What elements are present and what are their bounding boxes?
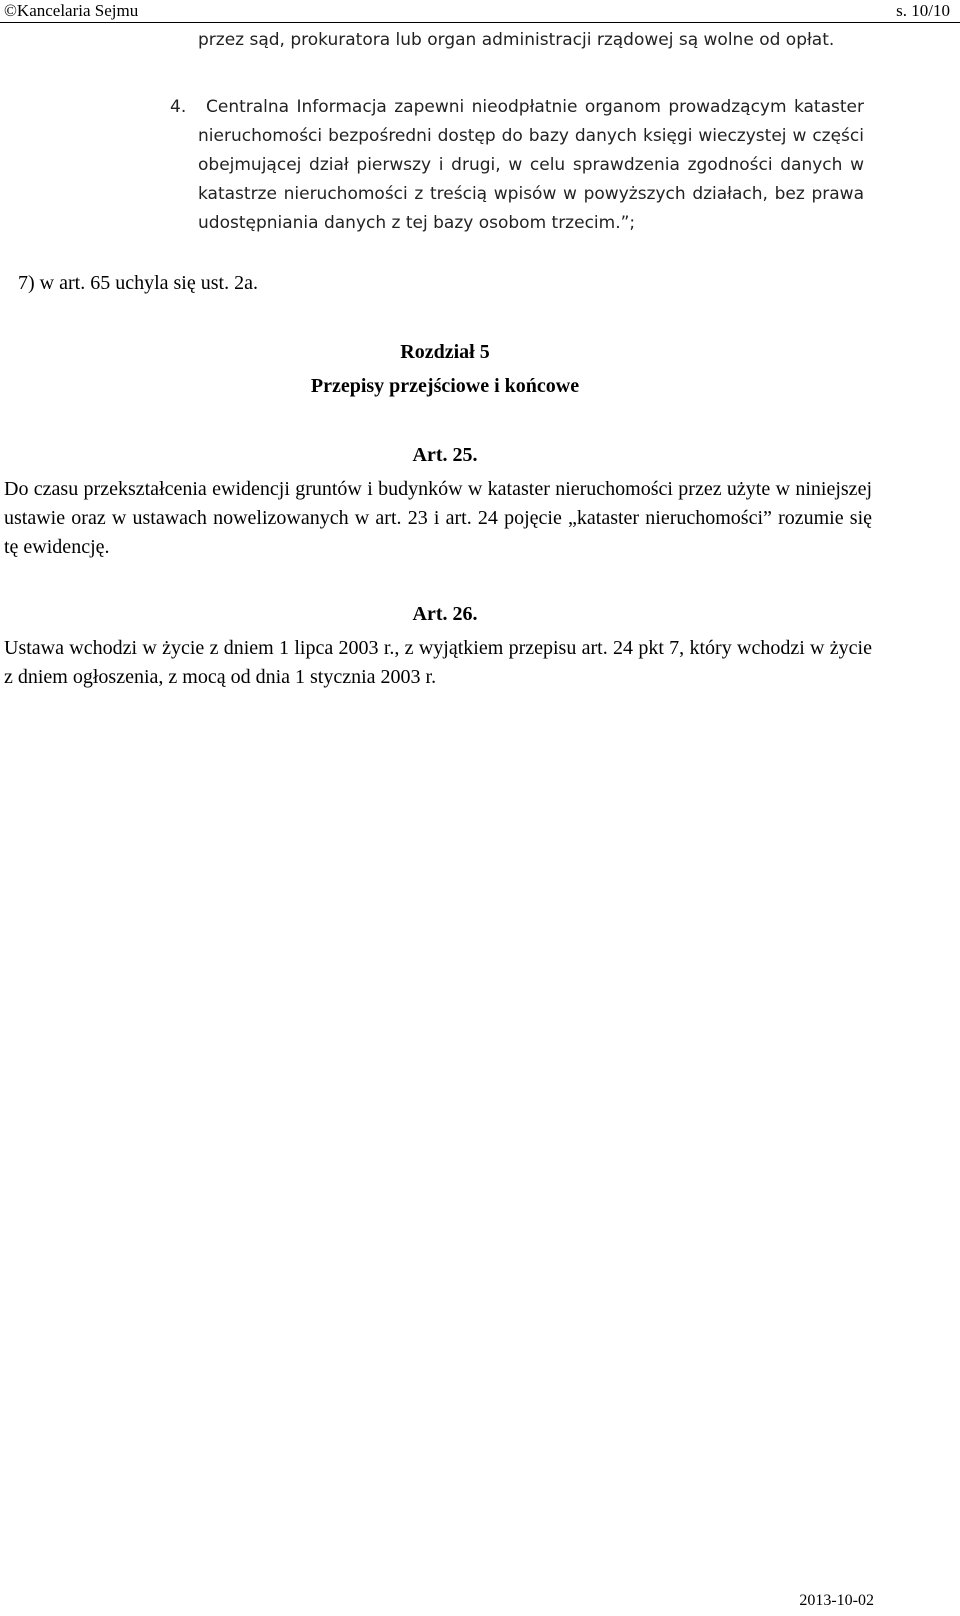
footer-date: 2013-10-02 [799, 1592, 874, 1609]
item-4-number: 4. [170, 97, 187, 117]
item-7: 7) w art. 65 uchyla się ust. 2a. [18, 272, 258, 294]
page-header [0, 0, 960, 23]
paragraph-continuation: przez sąd, prokuratora lub organ administracji rządowej są wolne od opłat. [198, 30, 835, 50]
article-26-heading: Art. 26. [412, 603, 478, 625]
header-page-number: s. 10/10 [896, 1, 950, 20]
item-4-text: Centralna Informacja zapewni nieodpłatnie organom prowadzącym kataster nieruchomości bezpośredni dostęp do bazy danych księgi wieczystej w części obejmującej dział pierwszy i drugi, w celu sprawdzenia zgodności danych w katastrze nieruchomości z treścią wpisów w powyższych działach, bez prawa udostępniania danych z tej bazy osobom trzecim.”; [198, 97, 864, 233]
article-25-text: Do czasu przekształcenia ewidencji gruntów i budynków w kataster nieruchomości przez użyte w niniejszej ustawie oraz w ustawach nowelizowanych w art. 23 i art. 24 pojęcie „kataster nieruchomości” rozumie się tę ewidencję. [4, 478, 872, 558]
article-26-text: Ustawa wchodzi w życie z dniem 1 lipca 2003 r., z wyjątkiem przepisu art. 24 pkt 7, który wchodzi w życie z dniem ogłoszenia, z mocą od dnia 1 stycznia 2003 r. [4, 637, 872, 688]
chapter-title: Przepisy przejściowe i końcowe [310, 375, 580, 397]
header-copyright: ©Kancelaria Sejmu [4, 1, 139, 20]
chapter-number: Rozdział 5 [400, 341, 490, 363]
article-25-heading: Art. 25. [412, 444, 478, 466]
